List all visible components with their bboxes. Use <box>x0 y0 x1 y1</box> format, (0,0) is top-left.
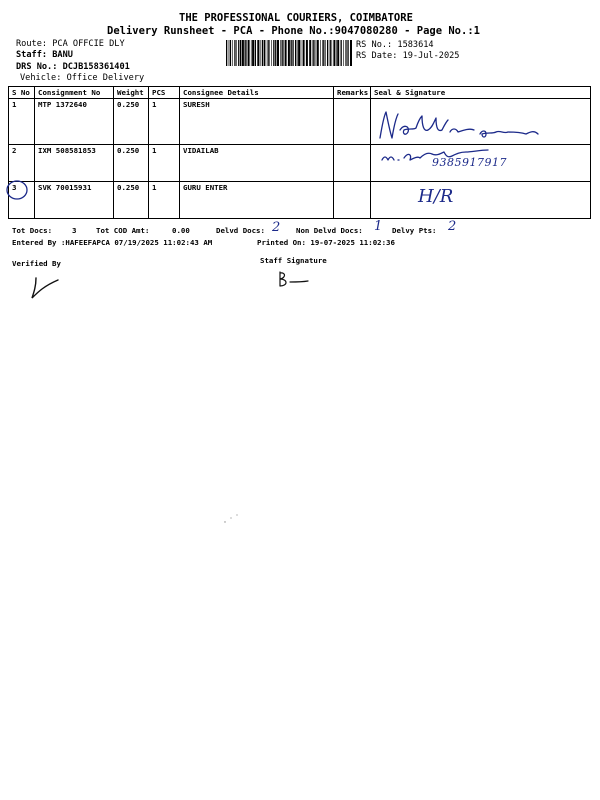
handwritten-circle-mark <box>4 178 30 202</box>
col-sno: S No <box>9 87 35 99</box>
delvy-pts-label: Delvy Pts: <box>392 226 437 235</box>
entered-by: Entered By :HAFEEFAPCA 07/19/2025 11:02:43 AM <box>12 238 213 247</box>
handwritten-non-delvd-docs: 1 <box>374 219 383 234</box>
staff-signature-label: Staff Signature <box>260 256 327 265</box>
cell-remarks <box>334 99 371 145</box>
cell-consignment: IXM 508581853 <box>35 145 114 182</box>
verified-signature <box>28 274 64 302</box>
rs-date: RS Date: 19-Jul-2025 <box>356 51 460 61</box>
tot-cod-label: Tot COD Amt: <box>96 226 150 235</box>
cell-sno: 1 <box>9 99 35 145</box>
rs-number: RS No.: 1583614 <box>356 40 434 50</box>
cell-consignment: MTP 1372640 <box>35 99 114 145</box>
handwritten-signature <box>374 108 554 142</box>
col-weight: Weight <box>114 87 149 99</box>
staff-label: Staff: BANU <box>16 50 73 60</box>
cell-weight: 0.250 <box>114 145 149 182</box>
cell-weight: 0.250 <box>114 99 149 145</box>
barcode-image <box>226 40 352 66</box>
cell-pcs: 1 <box>149 99 180 145</box>
scan-specks <box>222 512 242 526</box>
col-consignment: Consignment No <box>35 87 114 99</box>
cell-consignee: VIDAILAB <box>180 145 334 182</box>
cell-consignee: GURU ENTER <box>180 182 334 219</box>
drs-number: DRS No.: DCJB158361401 <box>16 62 130 72</box>
cell-sno: 3 <box>9 182 35 219</box>
table-header-row <box>9 87 591 99</box>
vehicle-label: Vehicle: Office Delivery <box>20 73 145 83</box>
company-title: THE PROFESSIONAL COURIERS, COIMBATORE <box>179 12 413 24</box>
handwritten-delvd-docs: 2 <box>272 220 281 235</box>
table-row <box>9 182 591 219</box>
non-delvd-docs-label: Non Delvd Docs: <box>296 226 363 235</box>
verified-by-label: Verified By <box>12 259 61 268</box>
cell-consignment: SVK 70015931 <box>35 182 114 219</box>
col-consignee: Consignee Details <box>180 87 334 99</box>
printed-on: Printed On: 19-07-2025 11:02:36 <box>257 238 395 247</box>
cell-pcs: 1 <box>149 145 180 182</box>
col-remarks: Remarks <box>334 87 371 99</box>
cell-signature <box>371 182 591 219</box>
tot-docs-label: Tot Docs: <box>12 226 53 235</box>
tot-cod-value: 0.00 <box>172 226 190 235</box>
col-pcs: PCS <box>149 87 180 99</box>
cell-remarks <box>334 182 371 219</box>
cell-remarks <box>334 145 371 182</box>
cell-sno: 2 <box>9 145 35 182</box>
route-label: Route: PCA OFFCIE DLY <box>16 39 125 49</box>
handwritten-phone: 9385917917 <box>432 156 507 169</box>
runsheet-title: Delivery Runsheet - PCA - Phone No.:9047080280 - Page No.:1 <box>107 25 480 37</box>
cell-consignee: SURESH <box>180 99 334 145</box>
handwritten-delvy-pts: 2 <box>448 219 457 234</box>
staff-signature-mark <box>276 270 316 290</box>
delvd-docs-label: Delvd Docs: <box>216 226 265 235</box>
col-seal-signature: Seal & Signature <box>371 87 591 99</box>
handwritten-mark: H/R <box>418 186 454 207</box>
cell-weight: 0.250 <box>114 182 149 219</box>
tot-docs-value: 3 <box>72 226 77 235</box>
cell-pcs: 1 <box>149 182 180 219</box>
